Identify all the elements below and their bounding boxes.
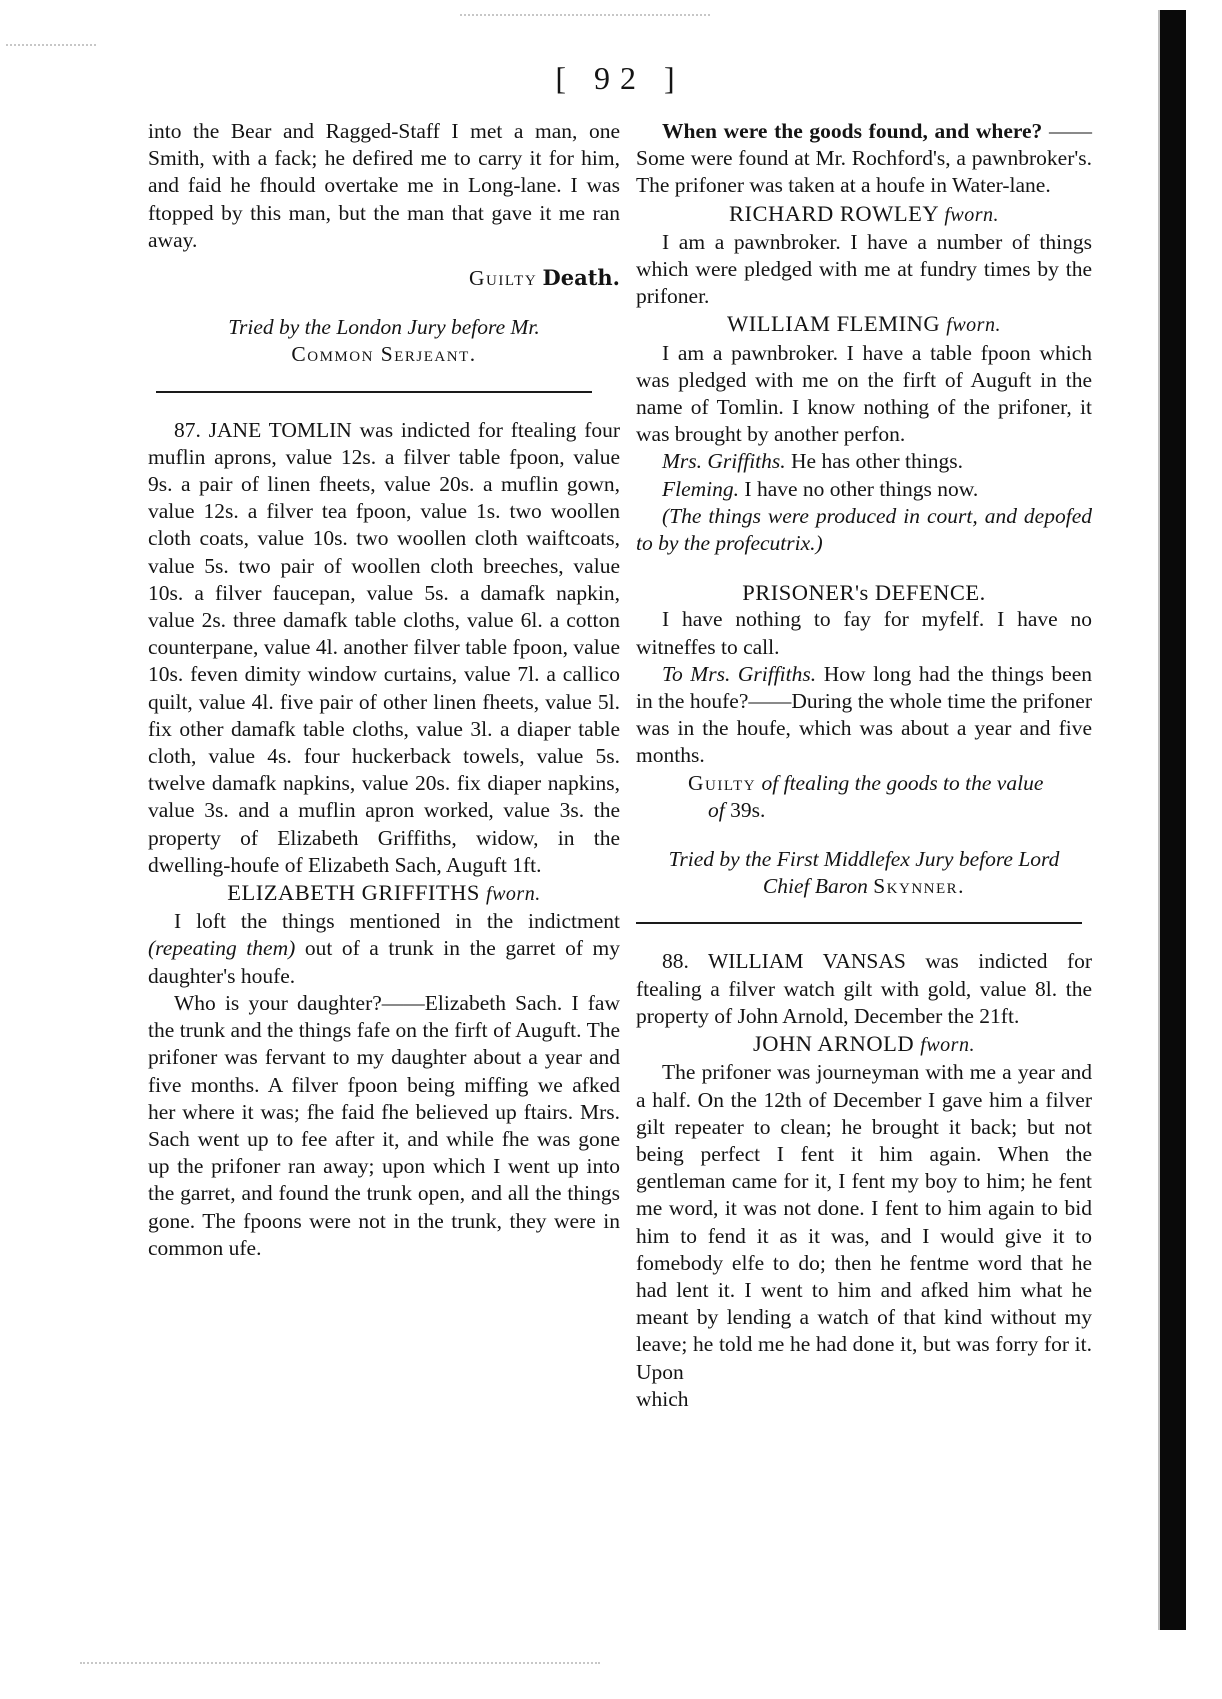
scan-noise <box>6 44 96 48</box>
witness-heading <box>636 200 1092 229</box>
court-remark-text: (The things were produced in court, and depofed to by the profecutrix.) <box>636 503 1092 556</box>
speaker-line: He has other things. <box>791 449 963 474</box>
court-note <box>636 846 1092 900</box>
case-paragraph <box>148 417 620 879</box>
sworn-label: fworn. <box>944 203 1000 226</box>
court-remark <box>636 503 1092 557</box>
witness-name: RICHARD ROWLEY <box>728 200 939 226</box>
testimony <box>148 908 620 990</box>
binding-shadow <box>1160 10 1186 1630</box>
defence-heading: PRISONER's DEFENCE. <box>742 580 986 606</box>
verdict-amount: 39s. <box>730 797 766 822</box>
right-column <box>636 118 1092 1413</box>
section-rule <box>156 391 592 393</box>
page-number: [ 92 ] <box>555 60 685 96</box>
case-text: was indicted for ftealing four muflin aprons, value 12s. a filver table fpoon, value 9s. a pair of linen fheets, value 20s. a muflin gown, value 12s. a filver tea fpoon, value 1s. two woollen cloth coats, value 10s. two woollen cloth waiftcoats, value 5s. two pair of woollen cloth breeches, value 10s. a filver faucepan, value 5s. a damafk napkin, value 2s. three damafk table cloths, value 6l. a cotton counterpane, value 4l. another filver table fpoon, value 10s. feven dimity window curtains, value 7l. a callico quilt, value 4l. five pair of other linen fheets, value 5l. fix other damafk table cloths, value 3l. a diaper table cloth, value 4s. four huckerback towels, value 5s. twelve damafk napkins, value 20s. fix diaper napkins, value 3s. and a muflin apron worked, value 3s. the property of Elizabeth Griffiths, widow, in the dwelling-houfe of Elizabeth Sach, Auguft 1ft. <box>148 417 621 877</box>
sworn-label: fworn. <box>486 883 541 906</box>
testimony-text: out of a trunk in the garret of my daughter's houfe. <box>148 936 620 988</box>
witness-name: JOHN ARNOLD <box>753 1031 915 1057</box>
testimony: I am a pawnbroker. I have a number of things which were pledged with me at fundry times by the prifoner. <box>636 229 1092 309</box>
witness-name: WILLIAM FLEMING <box>727 311 941 337</box>
binding-edge <box>1158 10 1160 1630</box>
witness-name: ELIZABETH GRIFFITHS <box>227 880 480 906</box>
left-column <box>148 118 620 1262</box>
verdict-guilty: Guilty <box>469 266 538 291</box>
case-number-name: 88. WILLIAM VANSAS <box>662 949 906 974</box>
court-note-name: Common Serjeant. <box>291 342 477 367</box>
speaker-label: Fleming. <box>662 476 740 501</box>
section-rule <box>636 922 1082 924</box>
exchange <box>636 448 1092 475</box>
exchange <box>636 476 1092 503</box>
verdict-value <box>636 797 1092 824</box>
verdict-of: of <box>708 797 725 822</box>
witness-heading <box>636 1030 1092 1059</box>
case-text: was indicted for ftealing a filver watch gilt with gold, value 8l. the property of John Arnold, December the 21ft. <box>636 949 1093 1028</box>
scan-noise <box>460 14 710 18</box>
sworn-label: fworn. <box>920 1034 975 1057</box>
exchange <box>636 661 1092 770</box>
court-note-line: Tried by the London Jury before Mr. <box>228 315 540 340</box>
testimony-italic: (repeating them) <box>148 936 296 961</box>
court-note-line: Tried by the First Middlefex Jury before Lord <box>668 847 1060 872</box>
court-note-name: Skynner. <box>873 874 966 899</box>
speaker-label: To Mrs. Griffiths. <box>662 661 817 686</box>
witness-heading <box>636 310 1092 339</box>
question: When were the goods found, and where? <box>662 119 1043 143</box>
speaker-line: How long had the things been in the houfe?——During the whole time the prifoner was in the houfe, which was about a year and five months. <box>636 661 1092 768</box>
verdict <box>636 770 1092 797</box>
verdict-death: Death. <box>542 265 620 291</box>
paragraph: into the Bear and Ragged-Staff I met a man, one Smith, with a fack; he defired me to carry it for him, and faid he fhould overtake me in Long-lane. I was ftopped by this man, but the man that gave it me ran away. <box>148 119 620 252</box>
answer: ——Some were found at Mr. Rochford's, a pawnbroker's. The prifoner was taken at a houfe in Water-lane. <box>636 119 1092 198</box>
testimony: I am a pawnbroker. I have a table fpoon which was pledged with me on the firft of Auguft in the name of Tomlin. I know nothing of the prifoner, it was brought by another perfon. <box>636 340 1092 447</box>
case-number-name: 87. JANE TOMLIN <box>174 417 352 442</box>
case-paragraph <box>636 948 1092 1030</box>
testimony: The prifoner was journeyman with me a year and a half. On the 12th of December I gave him a filver gilt repeater to clean; he brought it back; but not being perfect I fent it him again. When the gentleman came for it, I fent my boy to him; he fent me word, it was not done. I fent to him again to bid him to fend it as it was, and I would give it to fomebody elfe to do; then he fentme word that he had lent it. I went to him and afked him what he meant by lending a watch of that kind without my leave; he told me he had done it, but was forry for it. Upon <box>636 1060 1092 1384</box>
testimony-text: I loft the things mentioned in the indictment <box>174 909 620 934</box>
court-note <box>148 314 620 368</box>
scan-noise <box>80 1662 600 1666</box>
question-answer <box>636 118 1092 200</box>
speaker-line: I have no other things now. <box>744 476 979 501</box>
verdict-text: of ftealing the goods to the value <box>761 770 1044 795</box>
verdict-guilty: Guilty <box>688 770 757 795</box>
verdict <box>148 264 620 292</box>
witness-heading <box>148 879 620 908</box>
defence-text: I have nothing to fay for myfelf. I have no witneffes to call. <box>636 607 1092 659</box>
testimony: Who is your daughter?——Elizabeth Sach. I faw the trunk and the things fafe on the firft of Auguft. The prifoner was fervant to my daughter about a year and five months. A filver fpoon being miffing we afked her where it was; fhe faid fhe believed up ftairs. Mrs. Sach went up to fee after it, and while fhe was gone up the prifoner ran away; upon which I went up into the garret, and found the trunk open, and all the things gone. The fpoons were not in the trunk, they were in common ufe. <box>148 990 620 1260</box>
sworn-label: fworn. <box>946 314 1001 337</box>
catchword: which <box>636 1386 689 1411</box>
speaker-label: Mrs. Griffiths. <box>662 449 786 474</box>
court-note-line: Chief Baron <box>762 874 868 899</box>
